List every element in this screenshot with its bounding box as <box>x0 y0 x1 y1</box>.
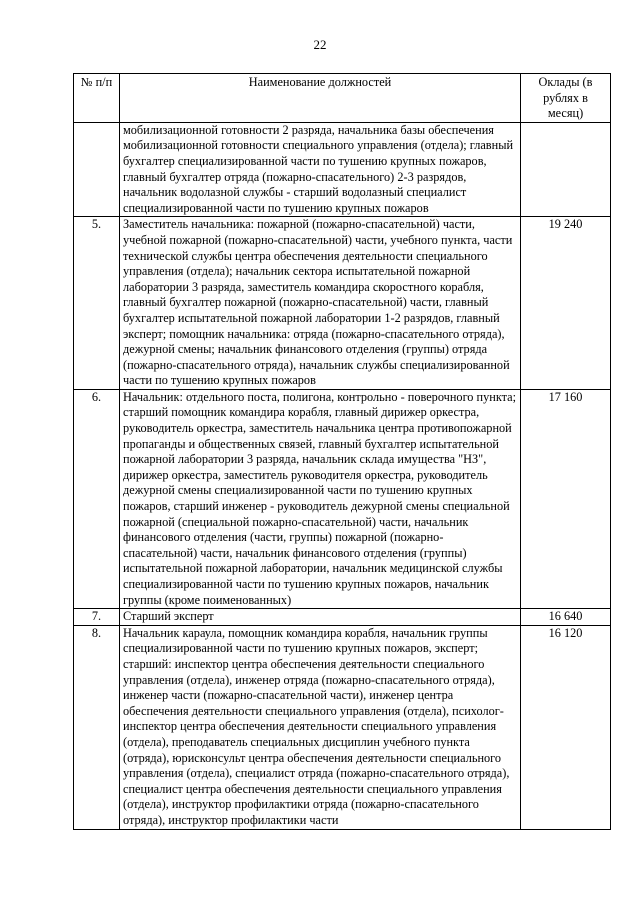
row-position-name: Заместитель начальника: пожарной (пожарно-спасательной) части, учебной пожарной (пожарно-спасательной) части, учебного пункта, части технической службы центра обеспечения деятельности специального управления (отдела); начальник сектора испытательной пожарной лаборатории 3 разряда, заместитель командира скоростного корабля, главный бухгалтер пожарной (пожарно-спасательной) части, главный бухгалтер испытательной пожарной лаборатории 1-2 разрядов, главный эксперт; помощник начальника: отряда (пожарно-спасательного отряда), дежурной смены; начальник финансового отделения (группы) отряда (пожарно-спасательного отряда), начальник службы специализированной части по тушению крупных пожаров <box>120 217 521 390</box>
row-number: 8. <box>74 625 120 829</box>
table-row <box>74 625 611 829</box>
table-row <box>74 122 611 217</box>
row-salary: 16 120 <box>521 625 611 829</box>
row-salary <box>521 122 611 217</box>
row-salary: 16 640 <box>521 609 611 626</box>
row-number: 5. <box>74 217 120 390</box>
table-header-row <box>74 74 611 123</box>
row-position-name: Начальник: отдельного поста, полигона, контрольно - поверочного пункта; старший помощник командира корабля, главный дирижер оркестра, руководитель оркестра, заместитель начальника центра противопожарной пропаганды и общественных связей, главный бухгалтер испытательной пожарной лаборатории 3 разряда, начальник склада имущества "НЗ", дирижер оркестра, заместитель руководителя оркестра, руководитель дежурной смены специализированной части по тушению крупных пожаров, старший инженер - руководитель дежурной смены специальной пожарной (специальной пожарно-спасательной) части, начальник финансового отделения (части, группы) пожарной (пожарно-спасательной) части, начальник финансового отделения (группы) испытательной пожарной лаборатории, начальник медицинской службы специализированной части по тушению крупных пожаров, начальник группы (кроме поименованных) <box>120 389 521 608</box>
row-number <box>74 122 120 217</box>
salary-table <box>73 73 611 830</box>
header-salary: Оклады (в рублях в месяц) <box>521 74 611 123</box>
page-number: 22 <box>313 37 327 52</box>
row-position-name: Начальник караула, помощник командира корабля, начальник группы специализированной части по тушению крупных пожаров, эксперт; старший: инспектор центра обеспечения деятельности специального управления (отдела), инженер отряда (пожарно-спасательного отряда), инженер части (пожарно-спасательной части), инженер центра обеспечения деятельности специального управления (отдела), психолог-инспектор центра обеспечения деятельности специального управления (отдела), преподаватель специальных дисциплин учебного пункта (отряда), юрисконсульт центра обеспечения деятельности специального управления (отдела), специалист отряда (пожарно-спасательного отряда), специалист центра обеспечения деятельности специального управления (отдела), инструктор профилактики отряда (пожарно-спасательного отряда), инструктор профилактики части <box>120 625 521 829</box>
table-row <box>74 217 611 390</box>
row-number: 6. <box>74 389 120 608</box>
row-number: 7. <box>74 609 120 626</box>
row-salary: 17 160 <box>521 389 611 608</box>
row-position-name: мобилизационной готовности 2 разряда, начальника базы обеспечения мобилизационной готовности специального управления (отдела); главный бухгалтер специализированной части по тушению крупных пожаров, главный бухгалтер отряда (пожарно-спасательного) 2-3 разрядов, начальник водолазной службы - старший водолазный специалист специализированной части по тушению крупных пожаров <box>120 122 521 217</box>
header-number: № п/п <box>74 74 120 123</box>
row-position-name: Старший эксперт <box>120 609 521 626</box>
row-salary: 19 240 <box>521 217 611 390</box>
header-position-name: Наименование должностей <box>120 74 521 123</box>
table-row <box>74 609 611 626</box>
table-row <box>74 389 611 608</box>
